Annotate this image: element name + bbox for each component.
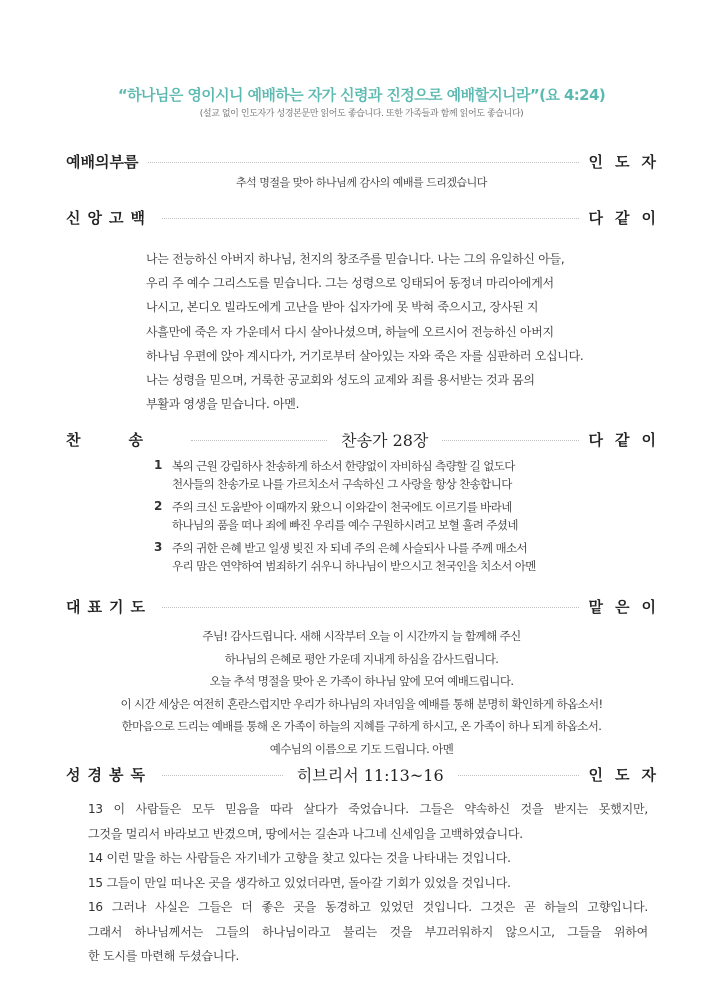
verse-number: 1 — [154, 458, 162, 472]
section-title: 성경봉독 — [66, 765, 152, 784]
hymn-verse — [154, 499, 624, 534]
verse-line: 천사들의 찬송가로 나를 가르치소서 구속하신 그 사랑을 항상 찬송합니다 — [172, 476, 512, 491]
creed-line: 하나님 우편에 앉아 계시다가, 거기로부터 살아있는 자와 죽은 자를 심판하러 오십니다. — [146, 348, 584, 363]
prayer-line: 한마음으로 드리는 예배를 통해 온 가족이 하늘의 지혜를 구하게 하시고, 온 가족이 하나 되게 하옵소서. — [121, 719, 602, 733]
dotted-leader — [148, 162, 578, 163]
section-leader: 인도자 — [588, 152, 668, 171]
scripture-line: 16 그러나 사실은 그들은 더 좋은 곳을 동경하고 있었던 것입니다. 그것은 곧 하늘의 고향입니다. — [88, 900, 648, 914]
section-hymn — [66, 428, 668, 450]
section-title: 예배의부름 — [66, 152, 139, 171]
scripture-line: 그것을 멀리서 바라보고 반겼으며, 땅에서는 길손과 나그네 신세임을 고백하였습니다. — [88, 826, 523, 841]
prayer-line: 주님! 감사드립니다. 새해 시작부터 오늘 이 시간까지 늘 함께해 주신 — [202, 629, 521, 643]
dotted-leader — [162, 775, 283, 776]
verse-line: 하나님의 품을 떠나 죄에 빠진 우리를 예수 구원하시려고 보혈 흘려 주셨네 — [172, 517, 518, 532]
hymn-verse — [154, 458, 624, 493]
scripture-text — [88, 797, 648, 969]
section-leader: 다같이 — [588, 430, 668, 449]
section-leader: 다같이 — [588, 208, 668, 227]
verse-line: 우리 맘은 연약하여 범죄하기 쉬우니 하나님이 받으시고 천국인을 치소서 아멘 — [172, 558, 536, 573]
creed-line: 우리 주 예수 그리스도를 믿습니다. 그는 성령으로 잉태되어 동정녀 마리아에게서 — [146, 276, 554, 291]
section-leader: 인도자 — [588, 765, 668, 784]
verse-number: 3 — [154, 540, 162, 554]
section-title: 찬송 — [66, 430, 191, 449]
prayer-line: 하나님의 은혜로 평안 가운데 지내게 하심을 감사드립니다. — [224, 651, 499, 666]
creed-line: 사흘만에 죽은 자 가운데서 다시 살아나셨으며, 하늘에 오르시어 전능하신 아버지 — [146, 324, 554, 339]
dotted-leader — [162, 607, 579, 608]
prayer-line: 이 시간 세상은 여전히 혼란스럽지만 우리가 하나님의 자녀임을 예배를 통해 분명히 확인하게 하옵소서! — [120, 696, 603, 711]
dotted-leader — [162, 218, 579, 219]
verse-line: 주의 크신 도움받아 이때까지 왔으니 이와같이 천국에도 이르기를 바라네 — [172, 500, 512, 514]
scripture-line: 15 그들이 만일 떠나온 곳을 생각하고 있었더라면, 돌아갈 기회가 있었을 것입니다. — [88, 875, 511, 890]
scripture-line: 14 이런 말을 하는 사람들은 자기네가 고향을 찾고 있다는 것을 나타내는 것입니다. — [88, 851, 511, 865]
verse-line: 복의 근원 강림하사 찬송하게 하소서 한량없이 자비하심 측량할 길 없도다 — [172, 459, 515, 473]
creed-line: 나는 전능하신 아버지 하나님, 천지의 창조주를 믿습니다. 나는 그의 유일하신 아들, — [146, 252, 565, 266]
prayer-text — [0, 625, 723, 760]
section-scripture — [66, 763, 668, 785]
dotted-leader — [458, 775, 579, 776]
creed-line: 나는 성령을 믿으며, 거룩한 공교회와 성도의 교제와 죄를 용서받는 것과 몸의 — [146, 373, 535, 388]
prayer-line: 예수님의 이름으로 기도 드립니다. 아멘 — [269, 741, 454, 756]
header-quote: “하나님은 영이시니 예배하는 자가 신령과 진정으로 예배할지니라”(요 4:24) — [117, 86, 606, 104]
scripture-line: 한 도시를 마련해 두셨습니다. — [88, 949, 240, 963]
call-to-worship-text: 추석 명절을 맞아 하나님께 감사의 예배를 드리겠습니다 — [236, 176, 487, 189]
creed-text — [146, 247, 654, 416]
verse-line: 주의 귀한 은혜 받고 일생 빚진 자 되네 주의 은혜 사슬되사 나를 주께 매소서 — [172, 541, 527, 555]
hymn-verses — [154, 458, 624, 581]
dotted-leader — [191, 440, 327, 441]
section-title: 대표기도 — [66, 597, 152, 616]
scripture-line: 그래서 하나님께서는 그들의 하나님이라고 불리는 것을 부끄러워하지 않으시고, 그들을 위하여 — [88, 924, 648, 939]
section-leader: 맡은이 — [588, 597, 668, 616]
scripture-reference: 히브리서 11:13~16 — [296, 765, 444, 785]
header-note: (설교 없이 인도자가 성경본문만 읽어도 좋습니다. 또한 가족들과 함께 읽어도 좋습니다) — [199, 109, 524, 119]
dotted-leader — [442, 440, 578, 441]
hymn-title: 찬송가 28장 — [341, 430, 429, 450]
creed-line: 부활과 영생을 믿습니다. 아멘. — [146, 397, 300, 412]
section-prayer — [66, 595, 668, 617]
hymn-verse — [154, 540, 624, 575]
creed-line: 나시고, 본디오 빌라도에게 고난을 받아 십자가에 못 박혀 죽으시고, 장사된 지 — [146, 300, 539, 315]
section-creed — [66, 206, 668, 228]
prayer-line: 오늘 추석 명절을 맞아 온 가족이 하나님 앞에 모여 예배드립니다. — [209, 674, 514, 688]
section-title: 신앙고백 — [66, 208, 152, 227]
verse-number: 2 — [154, 499, 162, 513]
section-call-to-worship — [66, 150, 668, 172]
scripture-line: 13 이 사람들은 모두 믿음을 따라 살다가 죽었습니다. 그들은 약속하신 것을 받지는 못했지만, — [88, 802, 648, 816]
